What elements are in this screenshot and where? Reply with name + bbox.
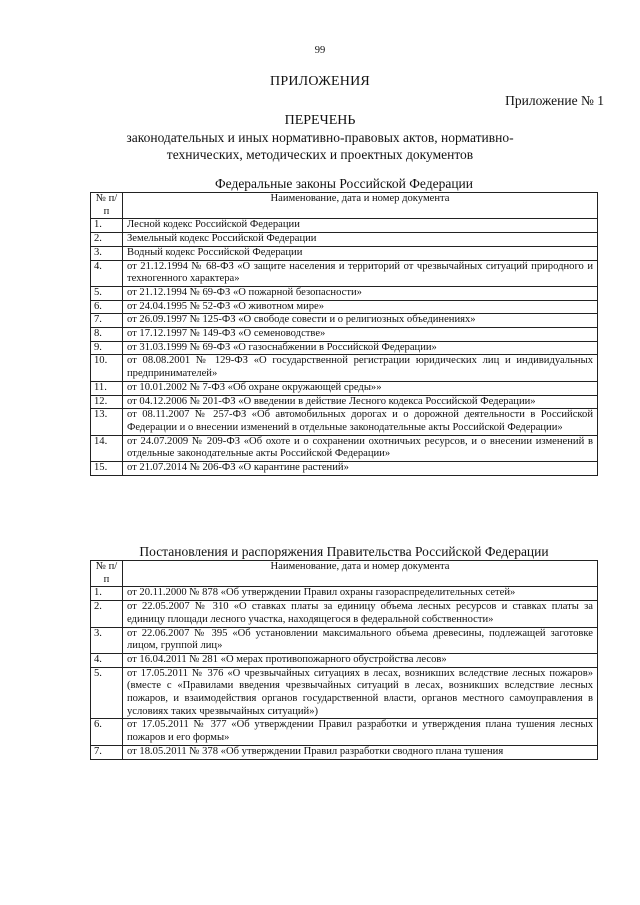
table-row: [91, 745, 598, 759]
document-title: от 17.05.2011 № 376 «О чрезвычайных ситуациях в лесах, возникших вследствие лесных пожаров» (вместе с «Правилами введения чрезвычайных ситуаций в лесах, возникших вследствие лесных пожаров, и взаимодействия органов государственной власти, органов местного самоуправления в условиях таких чрезвычайных ситуаций»): [123, 667, 598, 719]
table-row: [91, 462, 598, 476]
row-number: 4.: [91, 653, 123, 667]
table-row: [91, 667, 598, 719]
table-row: [91, 601, 598, 627]
row-number: 1.: [91, 219, 123, 233]
document-title: от 20.11.2000 № 878 «Об утверждении Правил охраны газораспределительных сетей»: [123, 587, 598, 601]
section-title: Федеральные законы Российской Федерации: [214, 176, 474, 191]
document-title: Земельный кодекс Российской Федерации: [123, 233, 598, 247]
government-decrees-table: [90, 560, 598, 760]
row-number: 2.: [91, 601, 123, 627]
document-title: от 31.03.1999 № 69-ФЗ «О газоснабжении в Российской Федерации»: [123, 341, 598, 355]
document-title: от 21.12.1994 № 68-ФЗ «О защите населения и территорий от чрезвычайных ситуаций природного и техногенного характера»: [123, 260, 598, 286]
document-title: от 21.12.1994 № 69-ФЗ «О пожарной безопасности»: [123, 286, 598, 300]
table-row: [91, 246, 598, 260]
row-number: 2.: [91, 233, 123, 247]
document-title: от 26.09.1997 № 125-ФЗ «О свободе совести и о религиозных объединениях»: [123, 314, 598, 328]
table-header-row: [91, 193, 598, 219]
row-number: 6.: [91, 719, 123, 745]
table-row: [91, 300, 598, 314]
row-number: 12.: [91, 395, 123, 409]
list-subtitle: законодательных и иных нормативно-правовых актов, нормативно-технических, методических и проектных документов: [126, 130, 514, 162]
table-row: [91, 435, 598, 461]
table-row: [91, 627, 598, 653]
table-row: [91, 341, 598, 355]
table-row: [91, 719, 598, 745]
federal-laws-table: [90, 192, 598, 476]
row-number: 4.: [91, 260, 123, 286]
row-number: 5.: [91, 667, 123, 719]
table-row: [91, 219, 598, 233]
table-body: [91, 587, 598, 759]
column-header-name: Наименование, дата и номер документа: [123, 561, 598, 587]
row-number: 3.: [91, 246, 123, 260]
document-title: от 08.11.2007 № 257-ФЗ «Об автомобильных дорогах и о дорожной деятельности в Российской Федерации и о внесении изменений в отдельные законодательные акты Российской Федерации»: [123, 409, 598, 435]
document-title: от 22.05.2007 № 310 «О ставках платы за единицу объема лесных ресурсов и ставках платы за единицу площади лесного участка, находящегося в федеральной собственности»: [123, 601, 598, 627]
column-header-number: № п/п: [91, 561, 123, 587]
government-decrees-section: [90, 544, 598, 760]
row-number: 3.: [91, 627, 123, 653]
table-row: [91, 286, 598, 300]
page-number: 99: [314, 45, 326, 56]
document-title: Лесной кодекс Российской Федерации: [123, 219, 598, 233]
document-title: от 08.08.2001 № 129-ФЗ «О государственной регистрации юридических лиц и индивидуальных предпринимателей»: [123, 355, 598, 381]
table-row: [91, 233, 598, 247]
appendix-label: Приложение № 1: [505, 93, 604, 108]
document-title: от 21.07.2014 № 206-ФЗ «О карантине растений»: [123, 462, 598, 476]
document-title: от 04.12.2006 № 201-ФЗ «О введении в действие Лесного кодекса Российской Федерации»: [123, 395, 598, 409]
row-number: 8.: [91, 328, 123, 342]
table-row: [91, 381, 598, 395]
document-title: от 16.04.2011 № 281 «О мерах противопожарного обустройства лесов»: [123, 653, 598, 667]
section-title: Постановления и распоряжения Правительства Российской Федерации: [139, 544, 549, 559]
table-row: [91, 395, 598, 409]
document-title: Водный кодекс Российской Федерации: [123, 246, 598, 260]
document-title: от 10.01.2002 № 7-ФЗ «Об охране окружающей среды»»: [123, 381, 598, 395]
row-number: 10.: [91, 355, 123, 381]
document-title: от 24.04.1995 № 52-ФЗ «О животном мире»: [123, 300, 598, 314]
row-number: 7.: [91, 314, 123, 328]
list-heading: ПЕРЕЧЕНЬ: [284, 113, 356, 128]
row-number: 6.: [91, 300, 123, 314]
document-title: от 22.06.2007 № 395 «Об установлении максимального объема древесины, подлежащей заготовке лицом, группой лиц»: [123, 627, 598, 653]
table-row: [91, 409, 598, 435]
appendices-heading: ПРИЛОЖЕНИЯ: [270, 74, 370, 89]
table-body: [91, 219, 598, 475]
table-row: [91, 355, 598, 381]
federal-laws-section: [90, 176, 598, 476]
row-number: 9.: [91, 341, 123, 355]
row-number: 14.: [91, 435, 123, 461]
document-title: от 17.12.1997 № 149-ФЗ «О семеноводстве»: [123, 328, 598, 342]
table-row: [91, 328, 598, 342]
row-number: 7.: [91, 745, 123, 759]
table-header-row: [91, 561, 598, 587]
table-row: [91, 587, 598, 601]
row-number: 11.: [91, 381, 123, 395]
document-title: от 17.05.2011 № 377 «Об утверждении Правил разработки и утверждения плана тушения лесных пожаров и его формы»: [123, 719, 598, 745]
column-header-name: Наименование, дата и номер документа: [123, 193, 598, 219]
document-title: от 24.07.2009 № 209-ФЗ «Об охоте и о сохранении охотничьих ресурсов, и о внесении изменений в отдельные законодательные акты Российской Федерации»: [123, 435, 598, 461]
table-row: [91, 314, 598, 328]
table-row: [91, 653, 598, 667]
row-number: 13.: [91, 409, 123, 435]
row-number: 1.: [91, 587, 123, 601]
row-number: 5.: [91, 286, 123, 300]
table-row: [91, 260, 598, 286]
row-number: 15.: [91, 462, 123, 476]
column-header-number: № п/п: [91, 193, 123, 219]
document-title: от 18.05.2011 № 378 «Об утверждении Правил разработки сводного плана тушения: [123, 745, 598, 759]
